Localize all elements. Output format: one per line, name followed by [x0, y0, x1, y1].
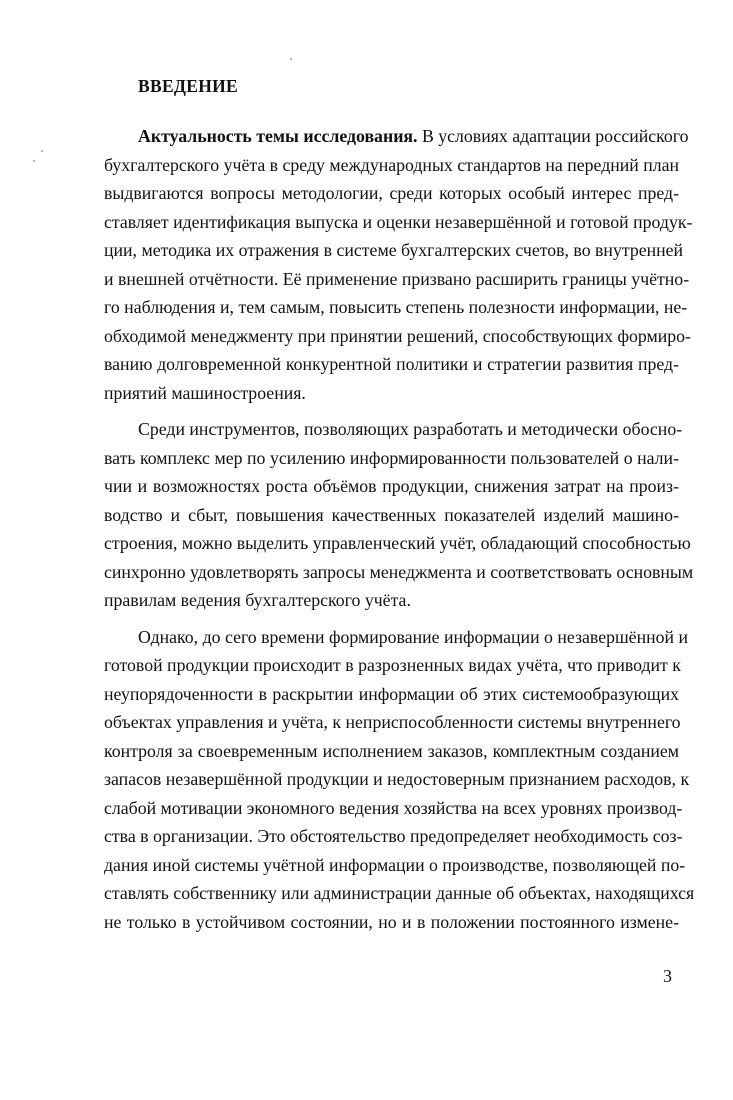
- text-line: приятий машиностроения.: [104, 382, 306, 403]
- text-line: дания иной системы учётной информации о производстве, позволяющей по-: [104, 854, 686, 875]
- text-line: ства в организации. Это обстоятельство предопределяет необходимость соз-: [104, 826, 683, 846]
- section-heading: ВВЕДЕНИЕ: [138, 76, 239, 96]
- paragraph-however: [104, 623, 695, 937]
- text-line: Среди инструментов, позволяющих разработать и методически обосно-: [138, 419, 683, 439]
- page-number: 3: [663, 966, 672, 986]
- text-line: ставляет идентификация выпуска и оценки незавершённой и готовой продук-: [104, 211, 693, 232]
- text-line: обходимой менеджменту при принятии решений, способствующих формиро-: [104, 325, 691, 346]
- text-line: готовой продукции происходит в разрозненных видах учёта, что приводит к: [104, 655, 681, 675]
- document-body: [104, 122, 695, 936]
- text-line: и внешней отчётности. Её применение призвано расширить границы учётно-: [104, 268, 690, 289]
- text-line: [104, 122, 689, 151]
- scan-speck: [290, 58, 292, 60]
- text-line: запасов незавершённой продукции и недостоверным признанием расходов, к: [104, 769, 690, 789]
- text-line: контроля за своевременным исполнением заказов, комплектным созданием: [104, 740, 679, 761]
- text-line: ванию долговременной конкурентной политики и стратегии развития пред-: [104, 354, 679, 374]
- text-line: ции, методика их отражения в системе бухгалтерских счетов, во внутренней: [104, 240, 684, 260]
- text-line-rest: В условиях адаптации российского: [417, 126, 689, 146]
- paragraph-lead: Актуальность темы исследования.: [138, 126, 418, 146]
- text-line: бухгалтерского учёта в среду международных стандартов на передний план: [104, 154, 680, 175]
- text-line: синхронно удовлетворять запросы менеджмента и соответствовать основным: [104, 561, 694, 582]
- paragraph-gap: [104, 615, 679, 623]
- text-line: го наблюдения и, тем самым, повысить степень полезности информации, не-: [104, 297, 688, 317]
- paragraph-instruments: [104, 415, 694, 615]
- text-line: неупорядоченности в раскрытии информации об этих системообразующих: [104, 683, 679, 704]
- text-line: правилам ведения бухгалтерского учёта.: [104, 590, 411, 610]
- paragraph-gap: [104, 407, 679, 415]
- text-line: ставлять собственнику или администрации данные об объектах, находящихся: [104, 883, 695, 903]
- text-line: слабой мотивации экономного ведения хозяйства на всех уровнях производ-: [104, 797, 683, 818]
- scan-speck: [41, 150, 43, 152]
- text-line: объектах управления и учёта, к неприспособленности системы внутреннего: [104, 712, 681, 732]
- text-line: не только в устойчивом состоянии, но и в положении постоянного измене-: [104, 911, 679, 932]
- text-line: строения, можно выделить управленческий учёт, обладающий способностью: [104, 533, 691, 553]
- scan-speck: [33, 160, 35, 162]
- text-line: чии и возможностях роста объёмов продукции, снижения затрат на произ-: [104, 476, 679, 496]
- text-line: выдвигаются вопросы методологии, среди которых особый интерес пред-: [104, 183, 679, 203]
- paragraph-relevance: [104, 122, 693, 407]
- text-line: Однако, до сего времени формирование информации о незавершённой и: [138, 626, 688, 647]
- text-line: водство и сбыт, повышения качественных показателей изделий машино-: [104, 504, 679, 525]
- text-line: вать комплекс мер по усилению информированности пользователей о нали-: [104, 447, 679, 468]
